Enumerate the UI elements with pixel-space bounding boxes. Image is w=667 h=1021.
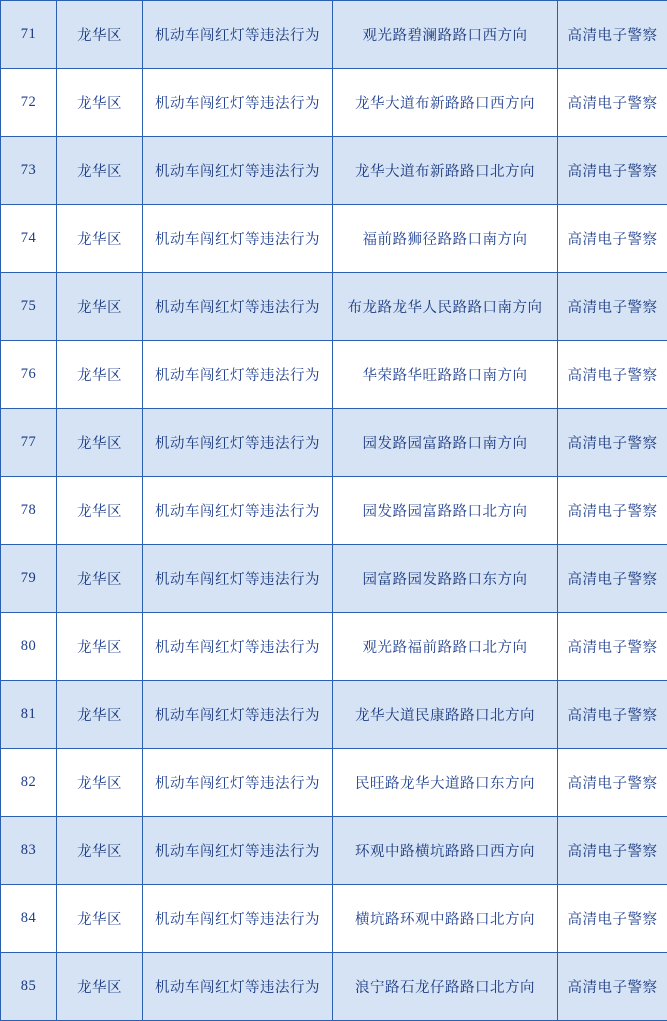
cell-violation: 机动车闯红灯等违法行为 — [143, 613, 333, 681]
cell-location: 布龙路龙华人民路路口南方向 — [333, 273, 558, 341]
cell-violation: 机动车闯红灯等违法行为 — [143, 477, 333, 545]
table-row — [1, 477, 667, 545]
table-row — [1, 69, 667, 137]
cell-location: 龙华大道布新路路口西方向 — [333, 69, 558, 137]
cell-violation: 机动车闯红灯等违法行为 — [143, 409, 333, 477]
cell-location: 环观中路横坑路路口西方向 — [333, 817, 558, 885]
cell-index: 79 — [1, 545, 57, 613]
cell-district: 龙华区 — [57, 477, 143, 545]
cell-device: 高清电子警察 — [558, 273, 667, 341]
cell-district: 龙华区 — [57, 681, 143, 749]
cell-index: 78 — [1, 477, 57, 545]
cell-district: 龙华区 — [57, 885, 143, 953]
cell-violation: 机动车闯红灯等违法行为 — [143, 137, 333, 205]
cell-index: 71 — [1, 1, 57, 69]
cell-violation: 机动车闯红灯等违法行为 — [143, 681, 333, 749]
cell-district: 龙华区 — [57, 273, 143, 341]
cell-device: 高清电子警察 — [558, 545, 667, 613]
cell-district: 龙华区 — [57, 341, 143, 409]
cell-device: 高清电子警察 — [558, 69, 667, 137]
table-row — [1, 749, 667, 817]
cell-index: 72 — [1, 69, 57, 137]
cell-device: 高清电子警察 — [558, 953, 667, 1021]
cell-index: 83 — [1, 817, 57, 885]
cell-district: 龙华区 — [57, 69, 143, 137]
cell-location: 园发路园富路路口北方向 — [333, 477, 558, 545]
cell-index: 76 — [1, 341, 57, 409]
cell-location: 华荣路华旺路路口南方向 — [333, 341, 558, 409]
table-row — [1, 681, 667, 749]
cell-device: 高清电子警察 — [558, 749, 667, 817]
cell-location: 浪宁路石龙仔路路口北方向 — [333, 953, 558, 1021]
cell-index: 81 — [1, 681, 57, 749]
cell-index: 84 — [1, 885, 57, 953]
cell-district: 龙华区 — [57, 137, 143, 205]
cell-district: 龙华区 — [57, 1, 143, 69]
cell-location: 横坑路环观中路路口北方向 — [333, 885, 558, 953]
cell-violation: 机动车闯红灯等违法行为 — [143, 341, 333, 409]
cell-device: 高清电子警察 — [558, 409, 667, 477]
table-row — [1, 613, 667, 681]
cell-device: 高清电子警察 — [558, 681, 667, 749]
cell-location: 观光路福前路路口北方向 — [333, 613, 558, 681]
cell-device: 高清电子警察 — [558, 1, 667, 69]
table-row — [1, 545, 667, 613]
cell-device: 高清电子警察 — [558, 341, 667, 409]
cell-location: 园富路园发路路口东方向 — [333, 545, 558, 613]
cell-location: 龙华大道民康路路口北方向 — [333, 681, 558, 749]
cell-district: 龙华区 — [57, 613, 143, 681]
cell-district: 龙华区 — [57, 545, 143, 613]
cell-index: 74 — [1, 205, 57, 273]
cell-violation: 机动车闯红灯等违法行为 — [143, 273, 333, 341]
table-row — [1, 205, 667, 273]
cell-index: 82 — [1, 749, 57, 817]
cell-device: 高清电子警察 — [558, 137, 667, 205]
cell-district: 龙华区 — [57, 817, 143, 885]
cell-location: 园发路园富路路口南方向 — [333, 409, 558, 477]
cell-violation: 机动车闯红灯等违法行为 — [143, 69, 333, 137]
cell-device: 高清电子警察 — [558, 613, 667, 681]
table-row — [1, 817, 667, 885]
cell-violation: 机动车闯红灯等违法行为 — [143, 817, 333, 885]
cell-violation: 机动车闯红灯等违法行为 — [143, 953, 333, 1021]
cell-violation: 机动车闯红灯等违法行为 — [143, 885, 333, 953]
table-row — [1, 341, 667, 409]
cell-device: 高清电子警察 — [558, 205, 667, 273]
cell-device: 高清电子警察 — [558, 817, 667, 885]
cell-district: 龙华区 — [57, 409, 143, 477]
table-row — [1, 137, 667, 205]
cell-violation: 机动车闯红灯等违法行为 — [143, 205, 333, 273]
cell-location: 龙华大道布新路路口北方向 — [333, 137, 558, 205]
cell-index: 73 — [1, 137, 57, 205]
cell-district: 龙华区 — [57, 953, 143, 1021]
cell-index: 85 — [1, 953, 57, 1021]
cell-violation: 机动车闯红灯等违法行为 — [143, 749, 333, 817]
table-body — [1, 1, 667, 1021]
cell-violation: 机动车闯红灯等违法行为 — [143, 1, 333, 69]
table-row — [1, 273, 667, 341]
table-row — [1, 1, 667, 69]
cell-index: 80 — [1, 613, 57, 681]
cell-district: 龙华区 — [57, 749, 143, 817]
cell-device: 高清电子警察 — [558, 885, 667, 953]
cell-index: 75 — [1, 273, 57, 341]
table-row — [1, 885, 667, 953]
cell-location: 观光路碧澜路路口西方向 — [333, 1, 558, 69]
cell-location: 民旺路龙华大道路口东方向 — [333, 749, 558, 817]
cell-violation: 机动车闯红灯等违法行为 — [143, 545, 333, 613]
table-row — [1, 409, 667, 477]
cell-device: 高清电子警察 — [558, 477, 667, 545]
cell-location: 福前路狮径路路口南方向 — [333, 205, 558, 273]
cell-district: 龙华区 — [57, 205, 143, 273]
table-row — [1, 953, 667, 1021]
cell-index: 77 — [1, 409, 57, 477]
